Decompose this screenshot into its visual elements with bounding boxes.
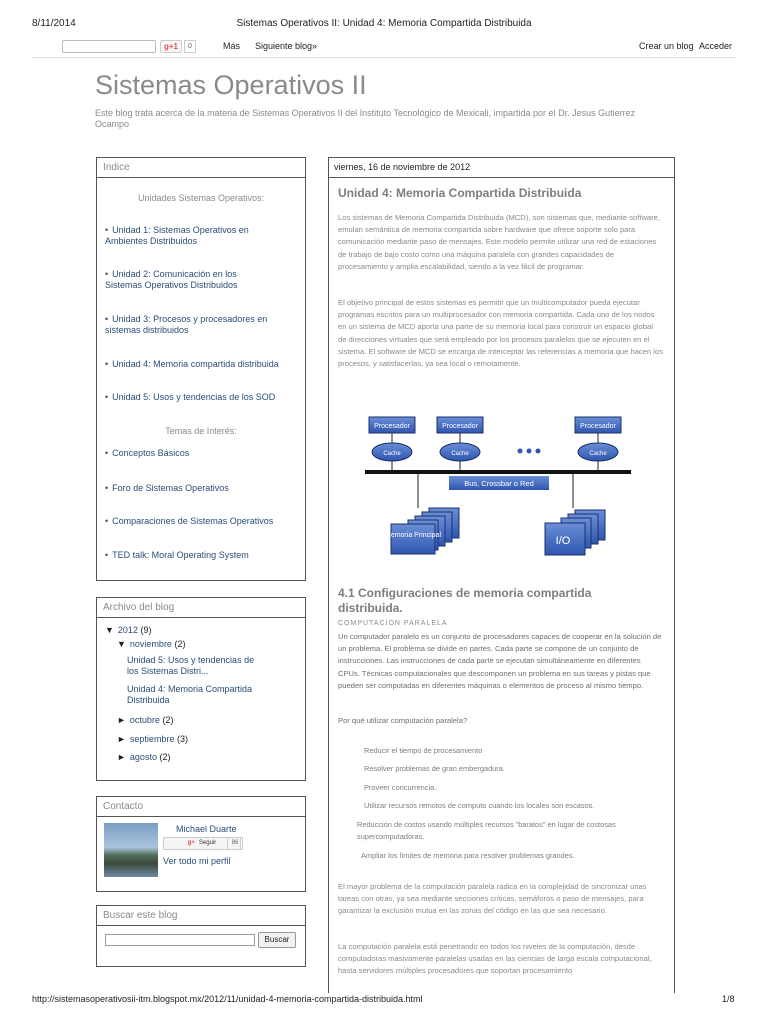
topics-heading: Temas de Interés:	[165, 426, 237, 436]
archive-month-agosto[interactable]: ► agosto (2)	[117, 752, 171, 762]
topic-link-1[interactable]: • Conceptos Básicos	[105, 448, 190, 458]
post-paragraph-2: El objetivo principal de estos sistemas es permitir que un multicomputador pueda ejecutar programas escritos para un multiprocesador con memoria compartida. Cada uno de los nodos en un sistema de MCD aporta una parte de su memoria local para construir un espacio global de direcciones virtuales que será empleado por los procesos paralelos que se ejecuten en el sistema. El software de MCD se encarga de interceptar las referencias a memoria que hacen los procesos, y satisfacerlas, ya sea local o remotamente.	[338, 298, 663, 369]
processor-1	[369, 417, 415, 433]
cache-3	[578, 443, 618, 461]
avatar[interactable]	[104, 823, 158, 877]
svg-text:Cache: Cache	[451, 451, 469, 457]
memory-architecture-diagram	[365, 413, 645, 563]
archive-month-noviembre[interactable]: ▼ noviembre (2)	[117, 639, 186, 649]
indice-widget	[96, 157, 306, 581]
gplus-icon: g+	[187, 840, 195, 846]
gplus-button[interactable]: g+1	[160, 40, 182, 53]
unit-link-1[interactable]: • Unidad 1: Sistemas Operativos en Ambientes Distribuidos	[105, 225, 249, 246]
print-title: Sistemas Operativos II: Unidad 4: Memoria Compartida Distribuida	[236, 18, 532, 29]
print-page-number: 1/8	[722, 994, 735, 1004]
indice-title: Indice	[97, 158, 305, 178]
contact-widget	[96, 796, 306, 892]
topic-link-2[interactable]: • Foro de Sistemas Operativos	[105, 483, 229, 493]
search-input[interactable]	[105, 934, 255, 946]
follower-count: 86	[227, 837, 243, 850]
blog-description: Este blog trata acerca de la materia de Sistemas Operativos II del Instituto Tecnológico de Mexicali, impartida por el Dr. Jesus Gutierrez Ocampo	[95, 108, 636, 129]
post-paragraph-1: Los sistemas de Memoria Compartida Distribuida (MCD), son sistemas que, mediante software, emulan semántica de memoria compartida sobre hardware que ofrece soporte solo para comunicación mediante paso de mensajes. Este modelo permite utilizar una red de estaciones de trabajo de bajo costo como una máquina paralela con grandes capacidades de procesamiento y amplia escalabilidad, siendo a la vez fácil de programar.	[338, 213, 661, 271]
login-link[interactable]: Acceder	[699, 41, 733, 51]
expanded-triangle-icon[interactable]: ▼	[117, 639, 126, 649]
follow-button[interactable]: g+ Seguir	[163, 837, 241, 850]
post-question: Por qué utilizar computación paralela?	[338, 716, 468, 725]
blogger-navbar	[32, 36, 735, 58]
svg-text:Cache: Cache	[383, 451, 401, 457]
reason-item: Ampliar los límites de memoria para resolver problemas grandes.	[361, 851, 575, 860]
unit-link-4[interactable]: • Unidad 4: Memoria compartida distribuida	[105, 359, 279, 369]
archive-post-1[interactable]: Unidad 5: Usos y tendencias de los Sistemas Distri...	[127, 655, 255, 676]
print-url: http://sistemasoperativosii-itm.blogspot.mx/2012/11/unidad-4-memoria-compartida-distribuida.html	[32, 994, 423, 1004]
archive-title: Archivo del blog	[97, 598, 305, 618]
svg-text:I/O: I/O	[555, 535, 571, 547]
svg-text:Procesador: Procesador	[580, 423, 616, 430]
svg-text:Cache: Cache	[589, 451, 607, 457]
expanded-triangle-icon[interactable]: ▼	[105, 625, 114, 635]
archive-widget	[96, 597, 306, 781]
cache-1	[372, 443, 412, 461]
svg-text:Procesador: Procesador	[442, 423, 478, 430]
svg-text:Bus, Crossbar o Red: Bus, Crossbar o Red	[464, 479, 534, 488]
view-profile-link[interactable]: Ver todo mi perfil	[163, 856, 231, 866]
topic-link-4[interactable]: • TED talk: Moral Operating System	[105, 550, 249, 560]
main-memory-stack	[385, 508, 459, 554]
post-container	[328, 157, 675, 993]
topic-link-3[interactable]: • Comparaciones de Sistemas Operativos	[105, 516, 274, 526]
unit-link-3[interactable]: • Unidad 3: Procesos y procesadores en sistemas distribuidos	[105, 314, 268, 335]
print-date: 8/11/2014	[32, 18, 76, 29]
ellipsis-dots	[518, 449, 541, 454]
reason-item: Reducción de costos usando múltiples recursos "baratos" en lugar de costosas supercomputadoras.	[357, 820, 616, 841]
search-title: Buscar este blog	[97, 906, 305, 926]
post-date: viernes, 16 de noviembre de 2012	[329, 158, 674, 178]
archive-month-septiembre[interactable]: ► septiembre (3)	[117, 734, 188, 744]
svg-text:Memoria Principal: Memoria Principal	[384, 532, 442, 539]
post-paragraph-4: El mayor problema de la computación paralela radica en la complejidad de sincronizar unas tareas con otras, ya sea mediante secciones críticas, semáforos o paso de mensajes, para garantizar la exclusión mutua en las zonas del código en las que sea necesario.	[338, 882, 647, 916]
collapsed-triangle-icon[interactable]: ►	[117, 734, 126, 744]
more-link[interactable]: Más	[223, 41, 241, 51]
reason-item: Proveer concurrencia.	[364, 783, 437, 792]
unit-link-5[interactable]: • Unidad 5: Usos y tendencias de los SOD	[105, 392, 276, 402]
gplus-count: 0	[184, 40, 196, 53]
post-title[interactable]: Unidad 4: Memoria Compartida Distribuida	[338, 186, 582, 200]
reason-item: Reducir el tiempo de procesamiento	[364, 746, 483, 755]
system-bus	[365, 470, 631, 490]
next-blog-link[interactable]: Siguiente blog»	[255, 41, 318, 51]
unit-link-2[interactable]: • Unidad 2: Comunicación en los Sistemas Operativos Distribuidos	[105, 269, 238, 290]
cache-2	[440, 443, 480, 461]
units-heading: Unidades Sistemas Operativos:	[137, 193, 265, 203]
navbar-search-input[interactable]	[62, 40, 156, 53]
collapsed-triangle-icon[interactable]: ►	[117, 715, 126, 725]
archive-post-2[interactable]: Unidad 4: Memoria Compartida Distribuida	[127, 684, 253, 705]
archive-year-2012[interactable]: ▼ 2012 (9)	[105, 625, 152, 635]
post-paragraph-5: La computación paralela está penetrando en todos los niveles de la computación, desde computadoras masivamente paralelas usadas en las ciencias de larga escala computacional, hasta servidores múltiples procesadores que soportan procesamiento	[338, 942, 652, 976]
contact-title: Contacto	[97, 797, 305, 817]
section-title: 4.1 Configuraciones de memoria compartida distribuida.	[338, 586, 592, 615]
create-blog-link[interactable]: Crear un blog	[639, 41, 694, 51]
post-paragraph-3: Un computador paralelo es un conjunto de procesadores capaces de cooperar en la solución de un problema. El problema se divide en partes. Cada parte se compone de un conjunto de instrucciones. Las instrucciones de cada parte se ejecutan simultáneamente en diferentes CPUs. Técnicas computacionales que descomponen un problema en sus tareas y pistas que pueden ser computadas en diferentes máquinas o elementos de proceso al mismo tiempo.	[338, 632, 662, 690]
blog-title[interactable]: Sistemas Operativos II	[95, 70, 367, 100]
processor-3	[575, 417, 621, 433]
search-button[interactable]: Buscar	[258, 932, 296, 948]
io-stack	[545, 510, 605, 555]
reason-item: Utilizar recursos remotos de computo cuando los locales son escasos.	[364, 801, 595, 810]
section-subtitle: COMPUTACION PARALELA	[338, 620, 448, 627]
processor-2	[437, 417, 483, 433]
collapsed-triangle-icon[interactable]: ►	[117, 752, 126, 762]
search-widget	[96, 905, 306, 967]
reason-item: Resolver problemas de gran embergadura.	[364, 764, 505, 773]
svg-text:Procesador: Procesador	[374, 423, 410, 430]
archive-month-octubre[interactable]: ► octubre (2)	[117, 715, 174, 725]
profile-name[interactable]: Michael Duarte	[176, 824, 237, 834]
